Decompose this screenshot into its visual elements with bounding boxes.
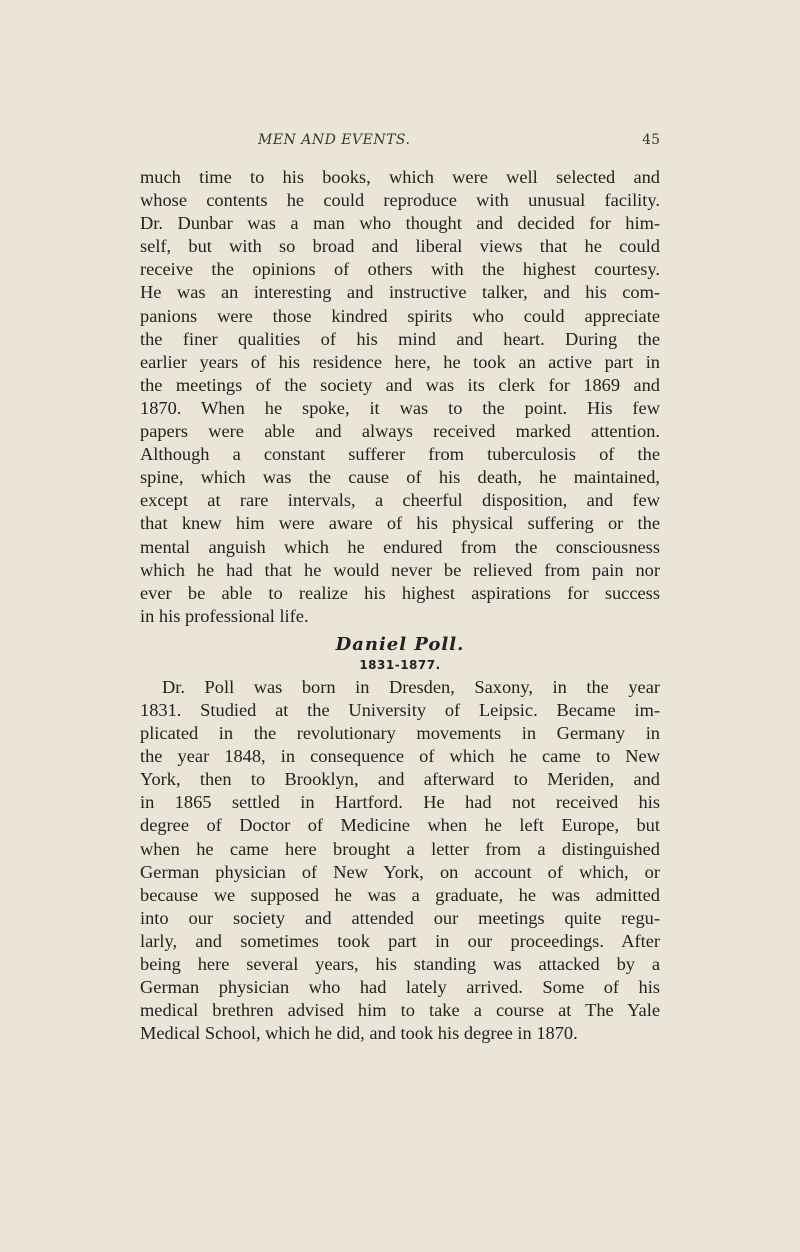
text-line: mental anguish which he endured from the consciousness (140, 536, 660, 557)
text-line: Dr. Dunbar was a man who thought and decided for him- (140, 213, 660, 234)
text-line: into our society and attended our meetings quite regu- (140, 907, 660, 928)
paragraph-poll (140, 676, 660, 1046)
running-title: MEN AND EVENTS. (258, 132, 411, 148)
text-line: because we supposed he was a graduate, he was admitted (140, 884, 660, 905)
text-line: the finer qualities of his mind and heart. During the (140, 328, 660, 349)
text-line: larly, and sometimes took part in our proceedings. After (140, 930, 660, 951)
text-line: self, but with so broad and liberal views that he could (140, 236, 660, 257)
text-line: panions were those kindred spirits who could appreciate (140, 305, 660, 326)
text-line: that knew him were aware of his physical suffering or the (140, 513, 660, 534)
text-line: 1831. Studied at the University of Leipsic. Became im- (140, 699, 660, 720)
body-text (140, 166, 660, 1045)
text-line: earlier years of his residence here, he took an active part in (140, 351, 660, 372)
text-line: being here several years, his standing was attacked by a (140, 954, 660, 974)
text-line: plicated in the revolutionary movements in Germany in (140, 723, 660, 744)
text-line: Although a constant sufferer from tuberculosis of the (140, 444, 660, 465)
text-line: He was an interesting and instructive talker, and his com- (140, 282, 660, 303)
text-line: degree of Doctor of Medicine when he left Europe, but (140, 815, 660, 836)
text-line: German physician who had lately arrived. Some of his (140, 977, 660, 998)
text-line: in 1865 settled in Hartford. He had not received his (140, 792, 660, 813)
text-line: York, then to Brooklyn, and afterward to Meriden, and (140, 769, 660, 790)
text-line: the meetings of the society and was its clerk for 1869 and (140, 374, 660, 395)
text-line: spine, which was the cause of his death, he maintained, (140, 467, 660, 488)
text-line: when he came here brought a letter from a distinguished (140, 838, 660, 859)
text-line: which he had that he would never be relieved from pain nor (140, 559, 660, 580)
text-line: medical brethren advised him to take a course at The Yale (140, 1000, 660, 1021)
text-line: much time to his books, which were well selected and (140, 167, 660, 187)
text-line: ever be able to realize his highest aspirations for success (140, 582, 660, 603)
paragraph-dunbar (140, 166, 660, 628)
text-line: Dr. Poll was born in Dresden, Saxony, in the year (162, 676, 660, 697)
text-line: 1870. When he spoke, it was to the point. His few (140, 397, 660, 418)
text-line: papers were able and always received marked attention. (140, 421, 660, 442)
page-number: 45 (642, 132, 660, 148)
text-line: except at rare intervals, a cheerful disposition, and few (140, 490, 660, 511)
text-line: German physician of New York, on account of which, or (140, 861, 660, 882)
text-line: in his professional life. (140, 605, 309, 626)
text-line: Medical School, which he did, and took his degree in 1870. (140, 1023, 578, 1044)
text-line: whose contents he could reproduce with unusual facility. (140, 190, 660, 211)
text-line: receive the opinions of others with the highest courtesy. (140, 259, 660, 280)
text-line: the year 1848, in consequence of which he came to New (140, 746, 660, 767)
section-heading: Daniel Poll. (335, 633, 465, 655)
section-dates: 1831-1877. (359, 657, 441, 672)
